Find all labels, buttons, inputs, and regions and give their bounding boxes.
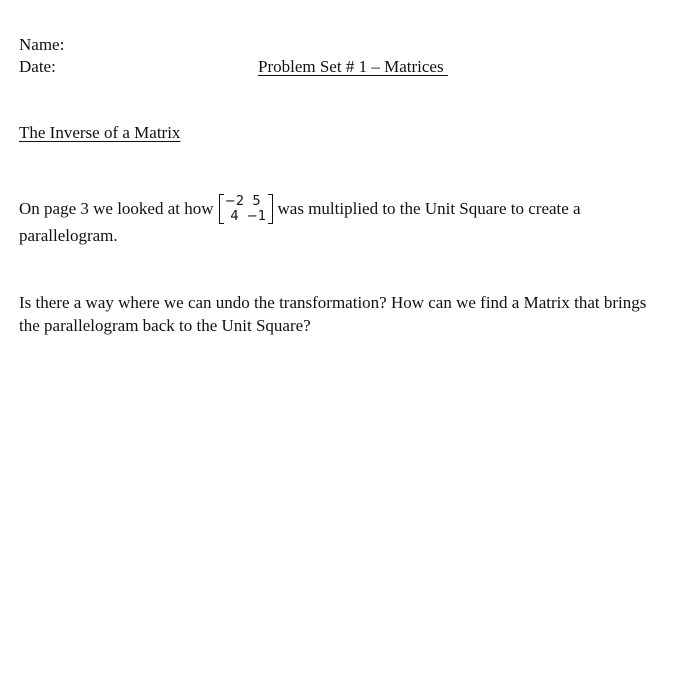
page-title-text: Problem Set # 1 – Matrices <box>258 57 444 76</box>
matrix-entry-r2c2: −1 <box>246 209 267 224</box>
paragraph-2 <box>19 291 689 337</box>
paragraph-2-line-1: Is there a way where we can undo the transformation? How can we find a Matrix that brings <box>19 293 647 312</box>
paragraph-1-text-after-matrix: was multiplied to the Unit Square to create a <box>277 199 581 218</box>
name-label: Name: <box>19 35 65 54</box>
matrix-entry-r1c1: −2 <box>224 194 245 209</box>
section-heading: The Inverse of a Matrix <box>19 123 181 142</box>
paragraph-2-line-2: the parallelogram back to the Unit Square? <box>19 316 311 335</box>
paragraph-1-text-before-matrix: On page 3 we looked at how <box>19 199 214 218</box>
date-label: Date: <box>19 57 56 76</box>
matrix-entry-r2c1: 4 <box>230 209 239 224</box>
paragraph-1-line-2: parallelogram. <box>19 226 118 245</box>
matrix <box>219 194 273 224</box>
matrix-entries <box>224 194 268 224</box>
paragraph-1 <box>19 192 679 246</box>
paragraph-1-line-1 <box>19 192 679 226</box>
matrix-right-bracket <box>268 194 273 224</box>
matrix-entry-r1c2: 5 <box>252 194 261 209</box>
page-title <box>258 57 450 77</box>
